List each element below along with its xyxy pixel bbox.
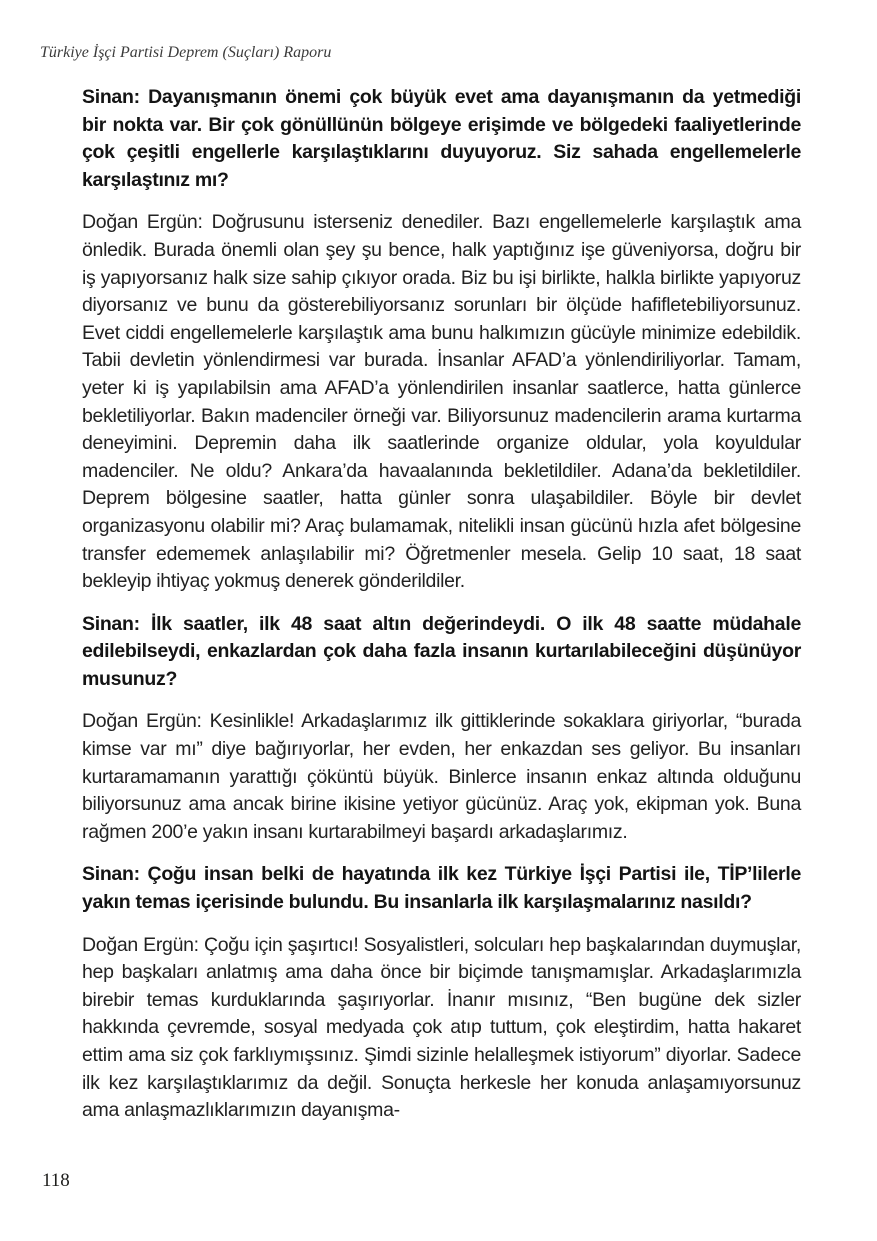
paragraph-answer-3: Doğan Ergün: Çoğu için şaşırtıcı! Sosyalistleri, solcuları hep başkalarından duymuşlar, hep başkaları anlatmış ama daha önce bir biçimde tanışmamışlar. Arkadaşlarımızla birebir temas kurduklarında şaşırıyorlar. İnanır mısınız, “Ben bugüne dek sizler hakkında çevremde, sosyal medyada çok atıp tuttum, çok eleştirdim, hatta hakaret ettim ama siz çok farklıymışsınız. Şimdi sizinle helalleşmek istiyorum” diyorlar. Sadece ilk kez karşılaştıklarımız da değil. Sonuçta herkesle her konuda anlaşamıyorsunuz ama anlaşmazlıklarımızın dayanışma- [82, 933, 801, 1122]
page-content [82, 84, 801, 1140]
paragraph-answer-1: Doğan Ergün: Doğrusunu isterseniz denediler. Bazı engellemelerle karşılaştık ama önledik. Burada önemli olan şey şu bence, halk yaptığınız işe güveniyorsa, doğru bir iş yapıyorsanız halk size sahip çıkıyor orada. Biz bu işi birlikte, halkla birlikte yapıyoruz diyorsanız ve bunu da gösterebiliyorsanız sorunları bir ölçüde hafifletebiliyorsunuz. Evet ciddi engellemelerle karşılaştık ama bunu halkımızın gücüyle minimize edebildik. Tabii devletin yönlendirmesi var burada. İnsanlar AFAD’a yönlendiriliyorlar. Tamam, yeter ki iş yapılabilsin ama AFAD’a yönlendirilen insanlar saatlerce, hatta günlerce bekletiliyorlar. Bakın madenciler örneği var. Biliyorsunuz madencilerin arama kurtarma deneyimini. Depremin daha ilk saatlerinde organize oldular, yola koyuldular madenciler. Ne oldu? Ankara’da havaalanında bekletildiler. Adana’da bekletildiler. Deprem bölgesine saatler, hatta günler sonra ulaşabildiler. Böyle bir devlet organizasyonu olabilir mi? Araç bulamamak, nitelikli insan gücünü hızla afet bölgesine transfer edememek anlaşılabilir mi? Öğretmenler mesela. Gelip 10 saat, 18 saat bekleyip ihtiyaç yokmuş denerek gönderildiler. [82, 211, 801, 593]
paragraph-question-1: Sinan: Dayanışmanın önemi çok büyük evet ama dayanışmanın da yetmediği bir nokta var. Bir çok gönüllünün bölgeye erişimde ve bölgedeki faaliyetlerinde çok çeşitli engellerle karşılaştıklarını duyuyoruz. Siz sahada engellemelerle karşılaştınız mı? [82, 86, 801, 191]
page-number: 118 [42, 1170, 70, 1191]
running-header: Türkiye İşçi Partisi Deprem (Suçları) Raporu [40, 44, 332, 61]
paragraph-answer-2: Doğan Ergün: Kesinlikle! Arkadaşlarımız ilk gittiklerinde sokaklara giriyorlar, “burada kimse var mı” diye bağırıyorlar, her evden, her enkazdan ses geliyor. Bu insanları kurtaramamanın yarattığı çöküntü büyük. Binlerce insanın enkaz altında olduğunu biliyorsunuz ama ancak birine ikisine yetiyor gücünüz. Araç yok, ekipman yok. Buna rağmen 200’e yakın insanı kurtarabilmeyi başardı arkadaşlarımız. [82, 710, 801, 843]
paragraph-question-3: Sinan: Çoğu insan belki de hayatında ilk kez Türkiye İşçi Partisi ile, TİP’lilerle yakın temas içerisinde bulundu. Bu insanlarla ilk karşılaşmalarınız nasıldı? [82, 863, 801, 914]
paragraph-question-2: Sinan: İlk saatler, ilk 48 saat altın değerindeydi. O ilk 48 saatte müdahale edilebilseydi, enkazlardan çok daha fazla insanın kurtarılabileceğini düşünüyor musunuz? [82, 612, 801, 690]
